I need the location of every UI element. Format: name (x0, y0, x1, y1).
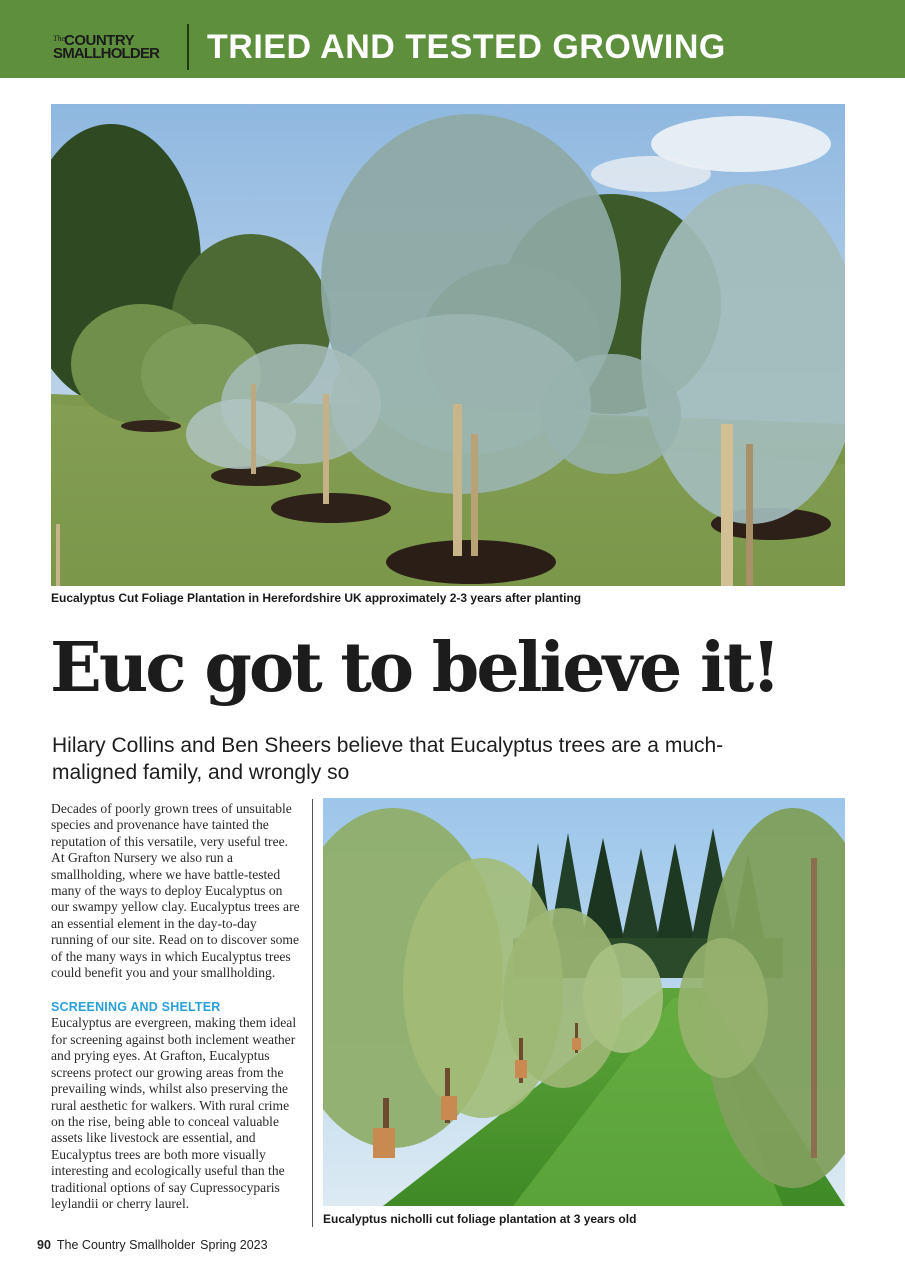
logo-line-smallholder: SMALLHOLDER (53, 45, 160, 62)
section-header-bar (0, 0, 905, 78)
eucalyptus-plantation-photo (51, 104, 845, 586)
top-photo-caption: Eucalyptus Cut Foliage Plantation in Herefordshire UK approximately 2-3 years after planting (51, 591, 582, 605)
page-footer (37, 1238, 268, 1252)
logo-line-country: COUNTRY (64, 32, 135, 49)
side-photo-caption: Eucalyptus nicholli cut foliage plantation at 3 years old (323, 1212, 637, 1226)
subhead-screening: SCREENING AND SHELTER (51, 1000, 221, 1015)
section-title: TRIED AND TESTED GROWING (207, 28, 726, 66)
magazine-logo (53, 34, 173, 60)
article-body-column (51, 801, 301, 1212)
screening-paragraph: Eucalyptus are evergreen, making them ideal for screening against both inclement weather and prying eyes. At Grafton, Eucalyptus screens protect our growing areas from the prevailing winds, whilst also preserving the rural aesthetic for walkers. With rural crime on the rise, being able to conceal valuable assets like livestock are essential, and Eucalyptus trees are both more visually interesting and ecologically useful than the traditional options of say Cupressocyparis leylandii or cherry laurel. (51, 1015, 297, 1211)
page-number: 90 (37, 1238, 51, 1252)
eucalyptus-nicholli-photo (323, 798, 845, 1206)
footer-issue: Spring 2023 (200, 1238, 268, 1252)
header-divider (187, 24, 189, 70)
intro-paragraph: Decades of poorly grown trees of unsuitable species and provenance have tainted the reputation of this versatile, very useful tree. At Grafton Nursery we also run a smallholding, where we have battle-tested many of the ways to deploy Eucalyptus on our swampy yellow clay. Eucalyptus trees are an essential element in the day-to-day running of our site. Read on to discover some of the many ways in which Eucalyptus trees could benefit you and your smallholding. (51, 801, 300, 981)
logo-the: The (53, 34, 65, 43)
article-standfirst: Hilary Collins and Ben Sheers believe that Eucalyptus trees are a much-maligned family, and wrongly so (52, 734, 724, 784)
article-headline: Euc got to believe it! (50, 628, 779, 708)
footer-magazine-title: The Country Smallholder (56, 1238, 196, 1252)
column-rule (312, 799, 313, 1227)
